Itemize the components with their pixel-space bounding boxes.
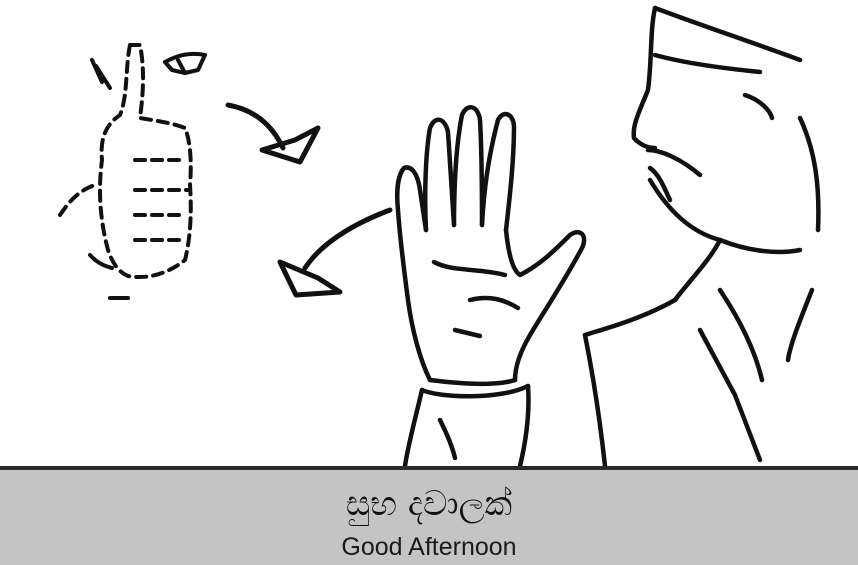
thumbs-up-hand-icon [60,45,191,277]
curved-arrow-icon [165,54,205,73]
sleeve [405,386,528,466]
curved-arrow-icon [228,105,318,162]
caption-bar [0,466,858,565]
caption-sinhala: සුභ දවාලක් [345,484,513,524]
open-palm-hand-icon [397,107,584,384]
curved-arrow-icon [280,210,390,295]
caption-english: Good Afternoon [341,533,517,561]
man-profile-icon [585,8,818,466]
